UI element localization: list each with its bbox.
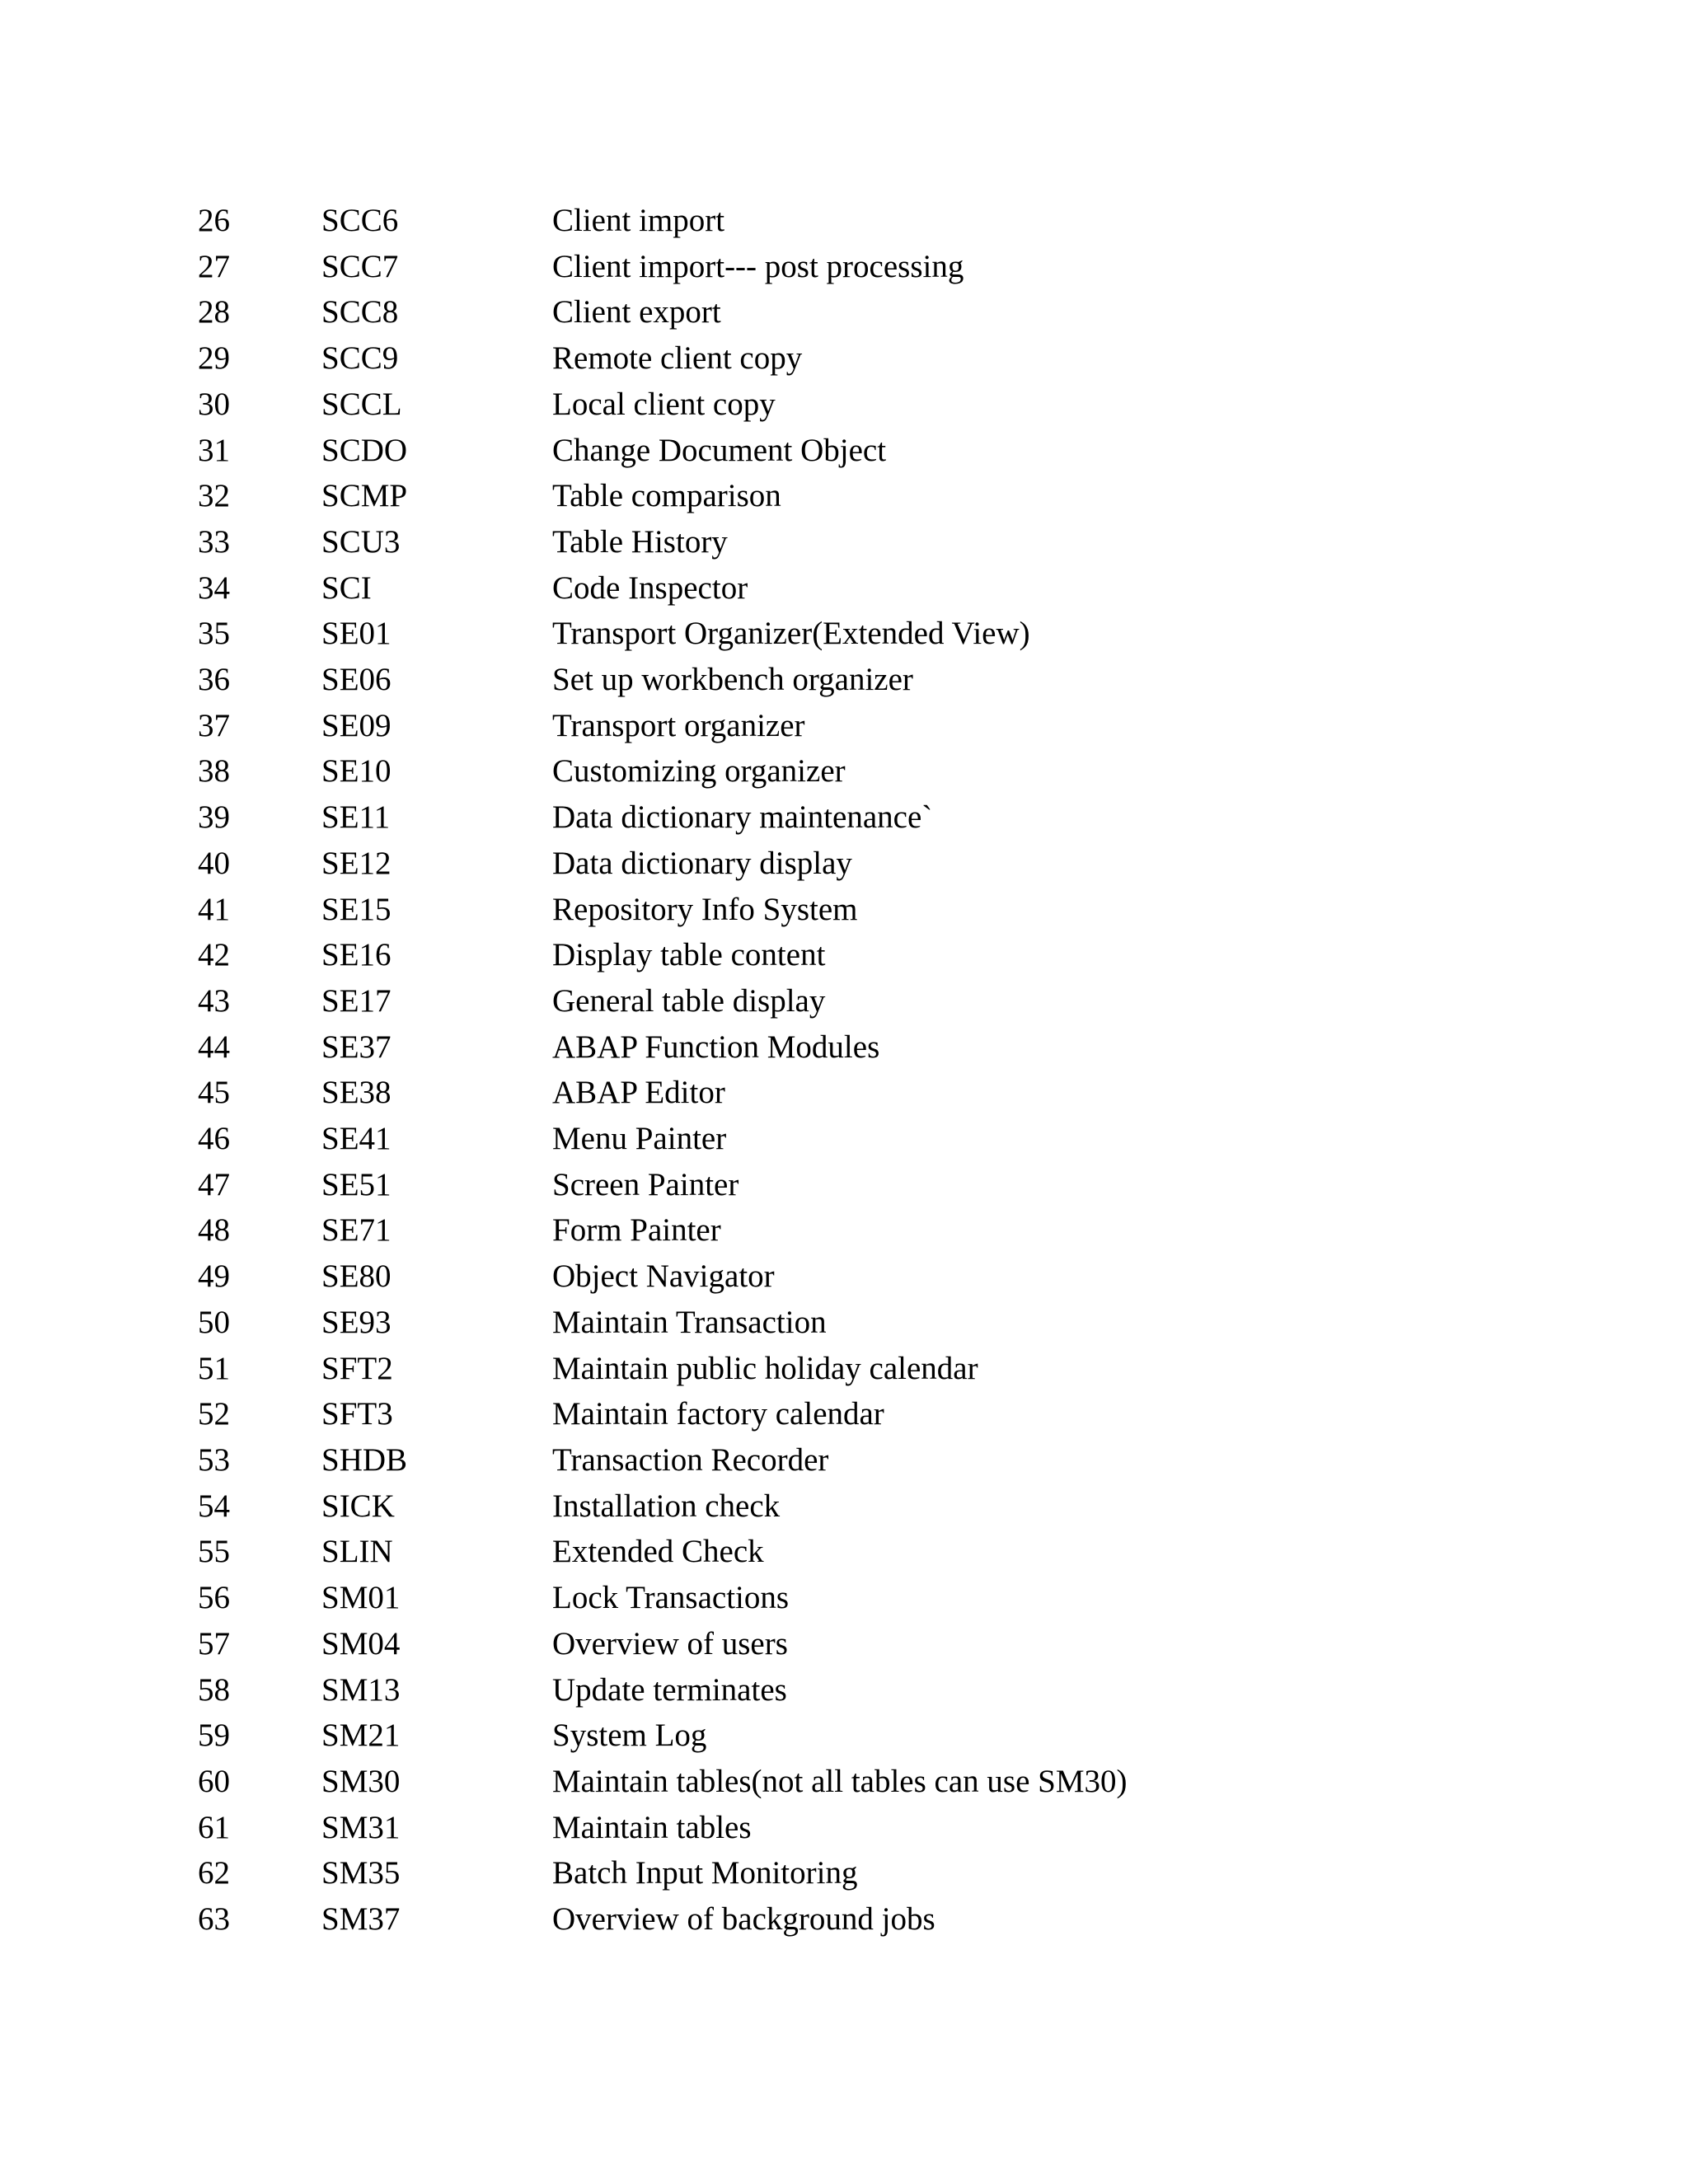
transaction-code: SE38	[321, 1075, 392, 1111]
transaction-description: Maintain tables	[552, 1809, 752, 1845]
transaction-description: Lock Transactions	[552, 1580, 790, 1616]
transaction-description: Set up workbench organizer	[552, 662, 913, 698]
row-number: 34	[198, 569, 230, 606]
transaction-description: Client export	[552, 294, 721, 330]
transaction-code: SE11	[321, 799, 391, 836]
table-row	[198, 1116, 1294, 1162]
transaction-code: SE80	[321, 1258, 392, 1295]
row-number: 46	[198, 1121, 230, 1157]
transaction-code: SCC6	[321, 203, 399, 238]
transaction-code: SHDB	[321, 1441, 408, 1478]
table-row	[198, 289, 1294, 335]
row-number: 49	[198, 1258, 230, 1295]
transaction-description: Table History	[552, 523, 728, 560]
transaction-code: SM13	[321, 1671, 401, 1708]
table-row	[198, 657, 1294, 703]
table-row	[198, 1070, 1294, 1116]
row-number: 59	[198, 1718, 230, 1754]
row-number: 38	[198, 753, 230, 790]
transaction-code: SE17	[321, 982, 392, 1019]
row-number: 28	[198, 294, 230, 330]
transaction-description: Client import--- post processing	[552, 248, 964, 284]
transaction-code: SE12	[321, 845, 392, 881]
transaction-description: Change Document Object	[552, 432, 887, 468]
transaction-description: Maintain tables(not all tables can use SM30)	[552, 1763, 1128, 1799]
table-row	[198, 887, 1294, 933]
row-number: 35	[198, 616, 230, 652]
table-row	[198, 1759, 1294, 1805]
transaction-description: Customizing organizer	[552, 753, 846, 790]
transaction-code: SE93	[321, 1304, 392, 1340]
transaction-code: SICK	[321, 1488, 395, 1524]
table-row	[198, 565, 1294, 612]
row-number: 36	[198, 662, 230, 698]
transaction-code: SCU3	[321, 523, 401, 560]
row-number: 54	[198, 1488, 230, 1524]
row-number: 60	[198, 1763, 230, 1799]
transaction-description: Local client copy	[552, 386, 776, 422]
table-body	[198, 198, 1294, 1943]
transaction-code: SE09	[321, 707, 392, 743]
transaction-code: SM35	[321, 1855, 401, 1891]
row-number: 41	[198, 891, 230, 927]
row-number: 37	[198, 707, 230, 743]
transaction-description: Form Painter	[552, 1212, 721, 1249]
transaction-code: SE15	[321, 891, 392, 927]
transaction-description: Transport Organizer(Extended View)	[552, 616, 1030, 652]
table-row	[198, 1805, 1294, 1851]
row-number: 47	[198, 1166, 230, 1202]
row-number: 39	[198, 799, 230, 836]
transaction-code: SE71	[321, 1212, 392, 1249]
table-row	[198, 428, 1294, 474]
transaction-code-table	[198, 198, 1294, 1943]
transaction-description: Installation check	[552, 1488, 781, 1524]
table-row	[198, 473, 1294, 519]
transaction-description: Maintain factory calendar	[552, 1396, 884, 1432]
transaction-description: Object Navigator	[552, 1258, 775, 1295]
transaction-code: SLIN	[321, 1534, 393, 1570]
row-number: 55	[198, 1534, 230, 1570]
transaction-description: General table display	[552, 982, 826, 1019]
table-row	[198, 1896, 1294, 1943]
table-row	[198, 519, 1294, 565]
row-number: 58	[198, 1671, 230, 1708]
transaction-description: Code Inspector	[552, 569, 748, 606]
table-row	[198, 335, 1294, 382]
transaction-description: ABAP Function Modules	[552, 1029, 880, 1065]
transaction-code: SCI	[321, 569, 372, 606]
transaction-description: Transport organizer	[552, 707, 805, 743]
transaction-description: Transaction Recorder	[552, 1441, 829, 1478]
transaction-code: SCMP	[321, 478, 408, 514]
table-row	[198, 1483, 1294, 1530]
row-number: 52	[198, 1396, 230, 1432]
row-number: 29	[198, 340, 230, 377]
table-row	[198, 1207, 1294, 1254]
transaction-code: SM01	[321, 1580, 401, 1616]
transaction-description: Overview of users	[552, 1625, 788, 1661]
transaction-code: SE10	[321, 753, 392, 790]
row-number: 42	[198, 937, 230, 973]
transaction-code: SE01	[321, 616, 392, 652]
row-number: 51	[198, 1350, 230, 1386]
transaction-description: Display table content	[552, 937, 826, 973]
table-row	[198, 244, 1294, 290]
transaction-code: SE37	[321, 1029, 392, 1065]
transaction-description: Extended Check	[552, 1534, 764, 1570]
transaction-code: SCC8	[321, 294, 399, 330]
row-number: 53	[198, 1441, 230, 1478]
row-number: 30	[198, 386, 230, 422]
transaction-code: SE06	[321, 662, 392, 698]
table-row	[198, 703, 1294, 749]
row-number: 56	[198, 1580, 230, 1616]
table-row	[198, 1024, 1294, 1071]
transaction-description: Remote client copy	[552, 340, 803, 377]
transaction-code: SCDO	[321, 432, 408, 468]
transaction-description: Screen Painter	[552, 1166, 739, 1202]
transaction-code: SM31	[321, 1809, 401, 1845]
transaction-code: SFT3	[321, 1396, 393, 1432]
table-row	[198, 1850, 1294, 1896]
transaction-code: SM37	[321, 1901, 401, 1938]
table-row	[198, 1346, 1294, 1392]
transaction-description: Maintain public holiday calendar	[552, 1350, 978, 1386]
row-number: 62	[198, 1855, 230, 1891]
row-number: 43	[198, 982, 230, 1019]
row-number: 57	[198, 1625, 230, 1661]
transaction-description: Client import	[552, 203, 725, 238]
table-row	[198, 1529, 1294, 1575]
table-row	[198, 748, 1294, 794]
table-row	[198, 1254, 1294, 1300]
transaction-description: Repository Info System	[552, 891, 858, 927]
transaction-code: SE41	[321, 1121, 392, 1157]
transaction-description: Data dictionary display	[552, 845, 852, 881]
table-row	[198, 1575, 1294, 1621]
row-number: 26	[198, 203, 230, 238]
row-number: 48	[198, 1212, 230, 1249]
row-number: 32	[198, 478, 230, 514]
table-row	[198, 932, 1294, 978]
table-row	[198, 794, 1294, 841]
transaction-code: SE16	[321, 937, 392, 973]
table-row	[198, 382, 1294, 428]
row-number: 33	[198, 523, 230, 560]
row-number: 27	[198, 248, 230, 284]
row-number: 50	[198, 1304, 230, 1340]
table-row	[198, 1391, 1294, 1437]
table-row	[198, 1162, 1294, 1208]
transaction-description: Maintain Transaction	[552, 1304, 827, 1340]
transaction-description: System Log	[552, 1718, 707, 1754]
transaction-code: SM21	[321, 1718, 401, 1754]
transaction-description: Overview of background jobs	[552, 1901, 935, 1938]
table-row	[198, 1621, 1294, 1667]
row-number: 31	[198, 432, 230, 468]
table-row	[198, 841, 1294, 887]
transaction-description: ABAP Editor	[552, 1075, 725, 1111]
transaction-description: Data dictionary maintenance`	[552, 799, 933, 836]
table-row	[198, 611, 1294, 657]
transaction-code: SFT2	[321, 1350, 393, 1386]
table-row	[198, 1713, 1294, 1759]
transaction-code: SM04	[321, 1625, 401, 1661]
row-number: 40	[198, 845, 230, 881]
row-number: 61	[198, 1809, 230, 1845]
row-number: 45	[198, 1075, 230, 1111]
table-row	[198, 198, 1294, 244]
table-row	[198, 1667, 1294, 1713]
table-row	[198, 978, 1294, 1024]
transaction-description: Menu Painter	[552, 1121, 727, 1157]
row-number: 63	[198, 1901, 230, 1938]
row-number: 44	[198, 1029, 230, 1065]
transaction-description: Batch Input Monitoring	[552, 1855, 858, 1891]
transaction-code: SE51	[321, 1166, 392, 1202]
table-row	[198, 1437, 1294, 1483]
transaction-code: SM30	[321, 1763, 401, 1799]
transaction-code: SCC9	[321, 340, 399, 377]
transaction-code: SCCL	[321, 386, 402, 422]
transaction-description: Table comparison	[552, 478, 781, 514]
transaction-description: Update terminates	[552, 1671, 787, 1708]
table-row	[198, 1300, 1294, 1346]
transaction-code: SCC7	[321, 248, 399, 284]
